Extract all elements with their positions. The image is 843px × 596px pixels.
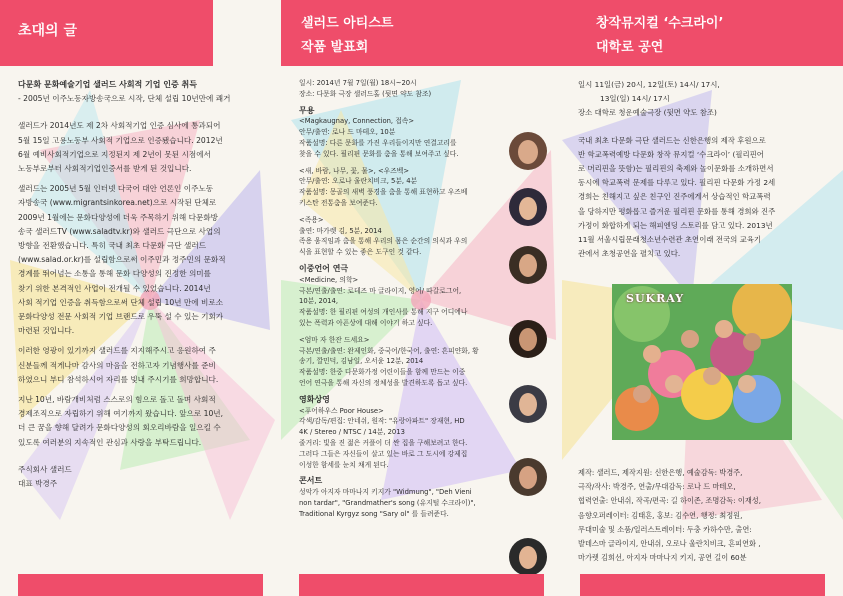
- invitation-subtitle: 다문화 문화예술기업 샐러드 사회적 기업 인증 취득: [18, 80, 197, 89]
- text-line: <엄마 자 한잔 드세요>: [299, 335, 370, 344]
- performer-portrait: [509, 385, 547, 423]
- text-line: (www.salad.or.kr)를 설립함으로써 이주민과 정주민의 문화적: [18, 255, 226, 265]
- text-line: 키스탄 전통춤을 보여준다.: [299, 198, 378, 207]
- section-film: 영화상영: [299, 394, 330, 404]
- text-line: 사회 적기업 인증을 취득함으로써 단체 설립 10년 만에 비로소: [18, 297, 224, 307]
- performer-portrait: [509, 132, 547, 170]
- performer-portrait: [509, 246, 547, 284]
- text-line: 방향을 전환했습니다. 특히 국내 최초 다문화 극단 샐러드: [18, 241, 207, 251]
- panel-header: [0, 0, 213, 66]
- text-line: 국내 최초 다문화 극단 샐러드는 신한은행의 제작 후원으로: [578, 135, 766, 145]
- panel-invitation: [0, 0, 281, 596]
- text-line: 지난 10년, 바람개비처럼 스스로의 힘으로 돌고 돌며 사회적: [18, 395, 216, 405]
- text-line: 음향오퍼레이터: 김태흔, 홍보: 김수연, 행정: 최정원,: [578, 510, 743, 520]
- event-date: 일시 11일(금) 20시, 12일(토) 14시/ 17시,: [578, 80, 720, 89]
- text-line: 작품설명: 몽골의 새벽 풍경을 춤을 통해 표현하고 우즈베: [299, 188, 468, 197]
- text-line: 4K / Stereo / NTSC / 14분, 2013: [299, 428, 405, 437]
- signature-ceo: 대표 박경주: [18, 479, 58, 489]
- panel-header: [281, 0, 562, 66]
- text-line: 동시에 학교폭력 문제를 다루고 있다. 필리핀 다문화 가정 2세: [578, 178, 776, 188]
- poster-title: SUKRAY: [626, 292, 685, 305]
- text-line: 관에서 초청공연을 펼치고 있다.: [578, 249, 681, 259]
- text-line: 마가렛 김희선, 아지자 마마나지 키지, 공연 길이 60분: [578, 553, 747, 563]
- text-line: 제작: 샐러드, 제작지원: 신한은행, 예술감독: 박경주,: [578, 468, 743, 477]
- text-line: 송기, 깔민덕, 김남일, 오서윤 12분, 2014: [299, 357, 424, 366]
- event-place: 장소 대학로 청운예술극장 (뒷면 약도 참조): [578, 108, 717, 118]
- section-concert: 콘서트: [299, 476, 323, 486]
- text-line: non tardar", "Grandmather's song (유지털 수크라이)",: [299, 498, 476, 507]
- text-line: 언어 연극을 통해 자신의 정체성을 발견하도록 돕고 싶다.: [299, 378, 468, 387]
- text-line: 문화다양성 전문 사회적 기업 브랜드로 우뚝 설 수 있는 기회가: [18, 312, 224, 322]
- text-line: 샐러드가 2014년도 제 2차 사회적기업 인증 심사에 통과되어: [18, 121, 221, 131]
- text-line: 2009년 1월에는 문화다양성에 더욱 주목하기 위해 다문화방: [18, 212, 219, 222]
- section-theater: 이중언어 연극: [299, 263, 349, 273]
- musical-body: [578, 78, 834, 261]
- text-line: 이성한 함세를 눈치 채게 된다.: [299, 460, 389, 469]
- text-line: 협력연출: 안내쉬, 작곡/편곡: 길 하이존, 조명감독: 이재성,: [578, 496, 761, 506]
- panel-header: [562, 0, 843, 66]
- text-line: 성악가 아지자 마마나지 키지가 "Widmung", "Deh Vieni: [299, 488, 472, 497]
- text-line: 자방송국 (www.migrantsinkorea.net)으로 시작된 단체로: [18, 198, 217, 208]
- musical-poster: [612, 284, 792, 440]
- text-line: 극본/연출/출연: 완제인화, 중국어/한국어, 출연: 흔피얀화, 황: [299, 346, 479, 355]
- text-line: 작품설명: 한중 다문화가정 어린이들을 함께 만드는 이중: [299, 368, 466, 377]
- event-place: 장소: 다문화 극장 샐러드홀 (뒷면 약도 참조): [299, 89, 432, 98]
- text-line: 안무/출연: 오로나 울란치비크, 5분, 4분: [299, 177, 418, 186]
- panel-title-line2: 작품 발표회: [301, 40, 369, 55]
- text-line: 노동부로부터 사회적기업인증서를 받게 된 것입니다.: [18, 164, 192, 174]
- text-line: 송국 샐러드TV (www.saladtv.kr)와 샐러드 극단으로 사업의: [18, 226, 221, 236]
- panel-title-line2: 대학로 공연: [596, 40, 664, 55]
- text-line: 을 당하지만 평화롭고 즐겨운 필리핀 문화를 통해 경희와 진주: [578, 206, 776, 216]
- text-line: <Magkaugnay, Connection, 접속>: [299, 117, 415, 126]
- text-line: 5월 15일 고용노동부 사회적 기업으로 인증됐습니다. 2012년: [18, 135, 223, 145]
- panel-artist-showcase: [281, 0, 562, 596]
- text-line: 안무/출연: 로나 드 마테오, 10분: [299, 128, 396, 137]
- panel-title-line1: 창작뮤지컬 ‘수크라이’: [596, 16, 724, 31]
- text-line: 극작/작사: 박경주, 연출/무대감독: 로나 드 마테오,: [578, 482, 736, 492]
- performer-portrait: [509, 538, 547, 576]
- text-line: 경희는 친해지고 싶은 친구인 진주에게서 상습적인 학교폭력: [578, 192, 771, 202]
- text-line: 경계를 뛰어넘는 소통을 통해 문화 다양성의 진정한 의미를: [18, 269, 211, 279]
- text-line: 6월 예비사회적기업으로 지정된지 제 2년이 못된 시점에서: [18, 149, 211, 159]
- invitation-body: [18, 78, 272, 491]
- panel-footer-bar: [18, 574, 263, 596]
- text-line: 더 큰 꿈을 향해 달려가 문화다양성의 회오리바람을 일으킬 수: [18, 423, 221, 433]
- text-line: 족용 움직임과 춤을 통해 우리의 몸은 순간의 의식과 우의: [299, 237, 468, 246]
- text-line: 찾을 수 있다. 필리핀 문화를 춤을 통해 보여주고 싶다.: [299, 149, 459, 158]
- text-line: 출연: 마가렛 김, 5분, 2014: [299, 226, 382, 235]
- text-line: 신분들께 적게나마 감사의 마음을 전하고자 기념행사를 준비: [18, 360, 216, 370]
- panel-footer-bar: [299, 574, 544, 596]
- text-line: 줄거리: 빛을 진 젊은 커플이 더 싼 집을 구해보려고 한다.: [299, 438, 468, 447]
- text-line: <족용>: [299, 215, 324, 224]
- event-date: 일시: 2014년 7월 7일(월) 18시~20시: [299, 79, 417, 87]
- signature-company: 주식회사 샐러드: [18, 464, 72, 474]
- performer-portrait: [509, 458, 547, 496]
- text-line: 작품설명: 한 필리핀 여성의 개인사를 통해 지구 어디에나: [299, 308, 468, 317]
- text-line: 찾기 위한 본격적인 사업이 전개될 수 있었습니다. 2014년: [18, 283, 211, 293]
- performer-portrait: [509, 320, 547, 358]
- text-line: 마련된 것입니다.: [18, 326, 75, 336]
- text-line: 발데스마 글라이지, 안내쉬, 오로나 울란치비크, 흔피연화 ,: [578, 539, 761, 549]
- text-line: 있도록 여러분의 지속적인 관심과 사랑을 부탁드립니다.: [18, 437, 202, 447]
- panel-footer-bar: [580, 574, 825, 596]
- panel-title: 초대의 글: [18, 23, 77, 39]
- performer-portrait: [509, 188, 547, 226]
- event-date-2: 13일(일) 14시/ 17시: [600, 94, 670, 104]
- text-line: 반 학교폭력예방 다문화 창작 뮤지컬 ‘수크라이’ (필리핀어: [578, 149, 764, 159]
- text-line: 무대미술 및 소품/일러스트레이터: 두충 카하수만, 출연:: [578, 524, 752, 534]
- text-line: 가정이 화합하게 되는 해피엔딩 스토리를 담고 있다. 2013년: [578, 220, 773, 230]
- text-line: <푸어하우스 Poor House>: [299, 406, 384, 415]
- poster-artwork: [612, 284, 792, 440]
- text-line: 있는 폭력과 아픈상에 대해 이야기 하고 싶다.: [299, 318, 433, 327]
- text-line: 이러한 영광이 있기까지 샐러드를 지지해주시고 응원하여 주: [18, 346, 216, 356]
- text-line: 작품설명: 다른 문화를 가진 우리들이지만 연결고리를: [299, 138, 457, 147]
- text-line: 각색/감독/편집: 안네쉬, 원작: "유랑아파트" 장재현, HD: [299, 417, 465, 426]
- text-line: 샐러드는 2005년 5월 인터넷 다국어 대안 언론인 이주노동: [18, 184, 214, 194]
- section-dance: 무용: [299, 105, 315, 115]
- text-line: <Medicine, 의학>: [299, 275, 359, 284]
- text-line: 로 머리핀을 뜻함)는 필리핀의 축제와 놀이문화를 소개하면서: [578, 164, 774, 174]
- text-line: <새, 바람, 나무, 꽃, 물>, <우즈벡>: [299, 166, 410, 175]
- musical-credits: [578, 466, 840, 565]
- text-line: 경제조직으로 자립하기 위해 여기까지 왔습니다. 앞으로 10년,: [18, 409, 224, 419]
- invitation-subtitle-2: - 2005년 이주노동자방송국으로 시작, 단체 설립 10년만에 쾌거: [18, 94, 231, 104]
- text-line: Traditional Kyrgyz song "Sary ol" 를 들려준다.: [299, 509, 449, 518]
- text-line: 극본/연출/출연: 로데즈 마 글라이지, 영어/ 따갈로그어,: [299, 286, 462, 295]
- text-line: 10분, 2014,: [299, 297, 338, 306]
- text-line: 그러다 그들은 자신들이 살고 있는 바로 그 도시에 강제집: [299, 449, 468, 458]
- text-line: 11월 서울시립문래청소년수련관 초연이래 전국의 교육기: [578, 235, 762, 245]
- text-line: 식을 표현할 수 있는 좋은 도구인 것 같다.: [299, 248, 422, 257]
- panel-title-line1: 샐러드 아티스트: [301, 16, 394, 31]
- text-line: 하였으니 부디 참석하시어 자리를 빛내 주시기를 희망합니다.: [18, 374, 219, 384]
